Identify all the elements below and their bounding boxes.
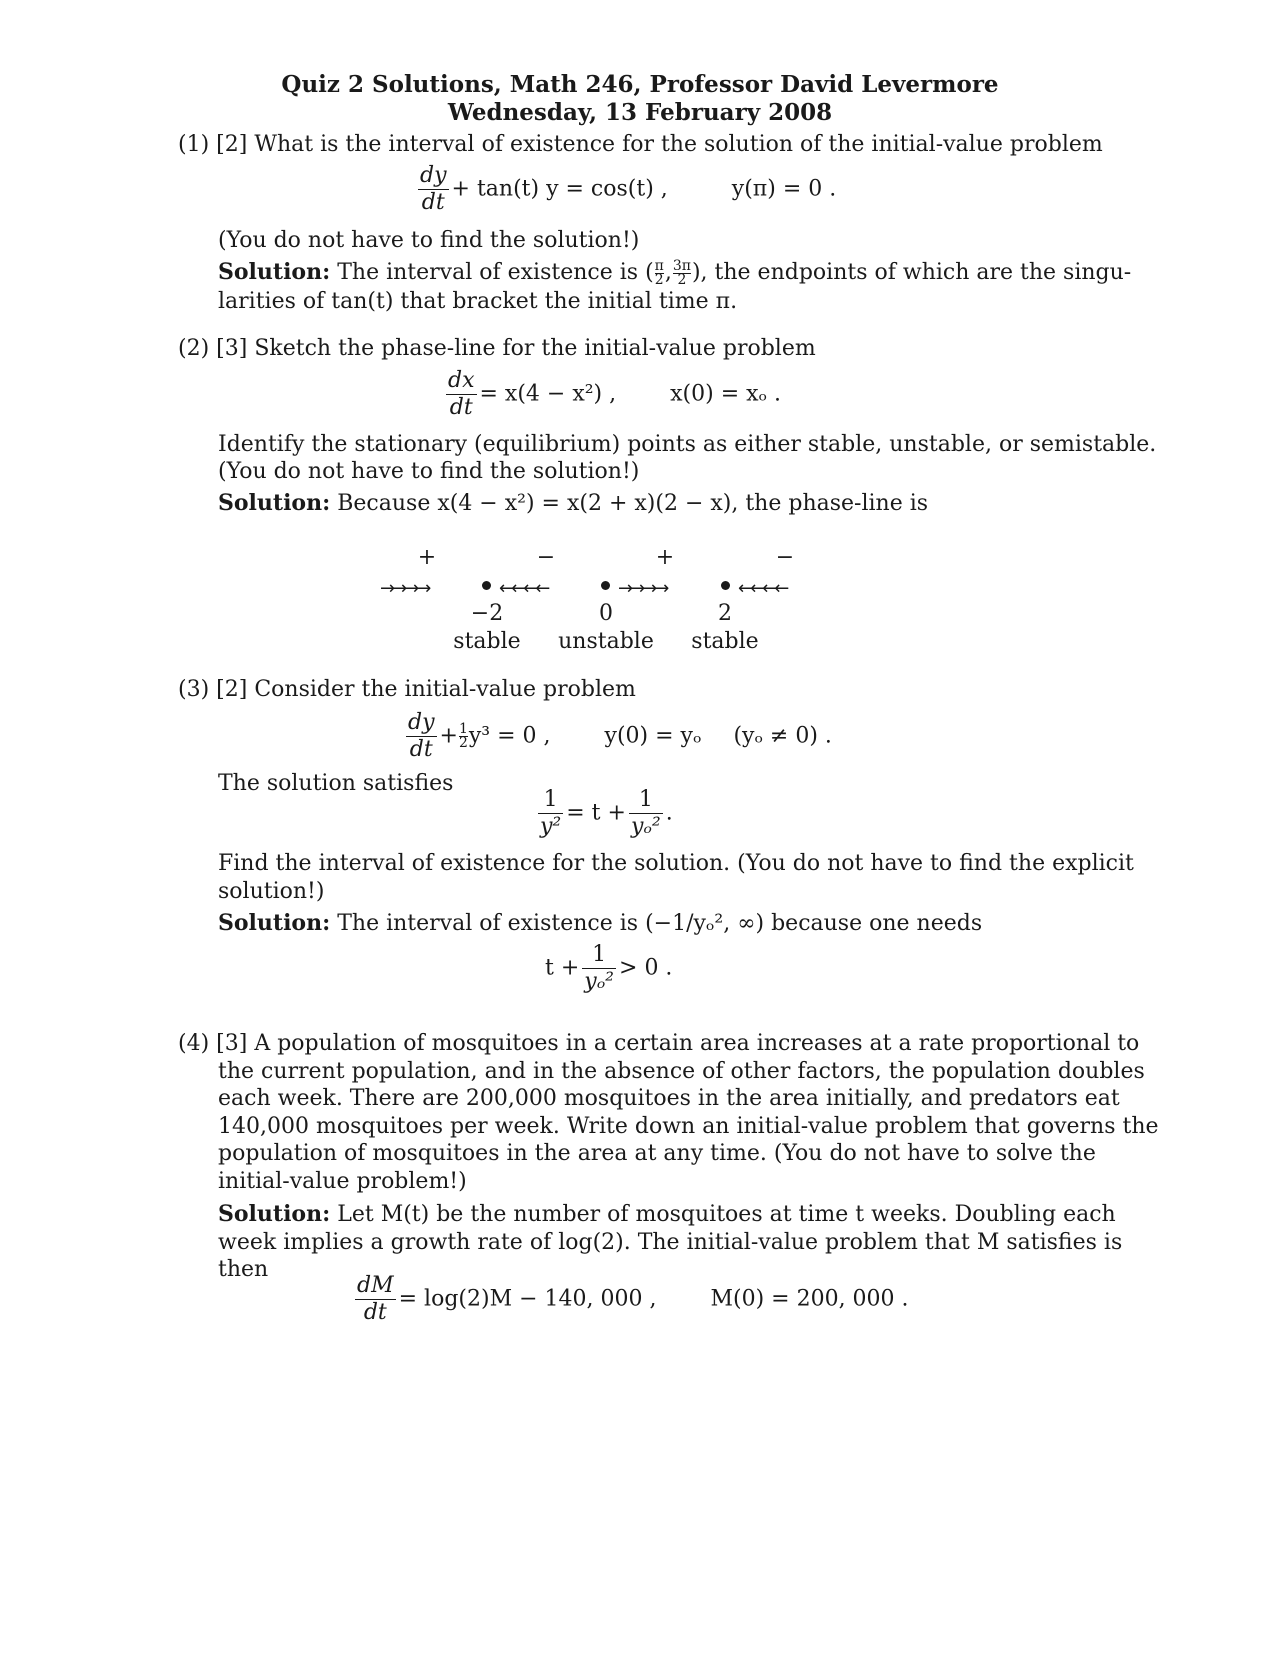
problem-2-prompt: Sketch the phase-line for the initial-value problem bbox=[254, 336, 816, 361]
problem-4-line-2: the current population, and in the absence of other factors, the population doubles bbox=[218, 1059, 1145, 1084]
implicit-lhs: $\frac{1}{\text{y²}}$ bbox=[540, 787, 562, 839]
problem-3-initial-condition: y(0) = yₒ bbox=[604, 723, 702, 749]
problem-2-initial-condition: x(0) = xₒ . bbox=[670, 381, 781, 407]
equilibrium-point-0 bbox=[601, 581, 610, 590]
problem-1-solution: Solution: The interval of existence is ( $\frac{\pi}{2}$ , $\frac{3\pi}{2}$ ), the endpoints of which are the singu- bbox=[218, 257, 1132, 288]
problem-4-header bbox=[178, 1029, 1139, 1058]
problem-2-header bbox=[178, 334, 816, 363]
solution-label: Solution: bbox=[218, 910, 331, 936]
phase-sign-2: − bbox=[536, 545, 556, 570]
problem-3-implicit-solution: $\frac{1}{\text{y²}}$ = t + $\frac{1}{\text{yₒ²}}$ . bbox=[540, 787, 673, 839]
problem-4-derivative: $\frac{dM}{dt}$ bbox=[357, 1273, 394, 1325]
problem-1-prompt: What is the interval of existence for the solution of the initial-value problem bbox=[254, 132, 1103, 157]
solution-label: Solution: bbox=[218, 490, 331, 516]
problem-4-equation bbox=[352, 1273, 909, 1326]
phase-sign-3: + bbox=[655, 545, 675, 570]
coefficient-one-half: $\frac{1}{2}$ bbox=[458, 721, 468, 751]
problem-3-find: Find the interval of existence for the solution. (You do not have to find the explicit bbox=[218, 851, 1134, 876]
problem-1-points: [2] bbox=[216, 132, 248, 157]
problem-3-find-cont: solution!) bbox=[218, 879, 325, 904]
problem-1-derivative: $\frac{dy}{dt}$ bbox=[420, 163, 447, 215]
equilibrium-point-neg2 bbox=[482, 581, 491, 590]
problem-4-line-1: A population of mosquitoes in a certain area increases at a rate proportional to bbox=[254, 1031, 1140, 1056]
equilibrium-value-2: 2 bbox=[718, 601, 732, 626]
problem-4-equation-rhs: = log(2)M − 140, 000 , bbox=[398, 1286, 657, 1312]
equilibrium-value-neg2: −2 bbox=[470, 601, 504, 626]
problem-3-header bbox=[178, 675, 636, 704]
problem-4-line-5: population of mosquitoes in the area at any time. (You do not have to solve the bbox=[218, 1141, 1096, 1166]
stability-label-0: unstable bbox=[558, 629, 654, 654]
problem-2-equation-rhs: = x(4 − x²) , bbox=[479, 381, 617, 407]
problem-4-solution-line-3: then bbox=[218, 1257, 269, 1282]
phase-arrows-right-1: →→→→ bbox=[380, 578, 429, 599]
problem-1-equation bbox=[415, 163, 836, 216]
problem-4-line-6: initial-value problem!) bbox=[218, 1169, 467, 1194]
problem-3-number: (3) bbox=[178, 677, 210, 702]
problem-4-solution-line-2: week implies a growth rate of log(2). The initial-value problem that M satisfies is bbox=[218, 1230, 1123, 1255]
problem-1-initial-condition: y(π) = 0 . bbox=[731, 176, 837, 202]
page-title: Quiz 2 Solutions, Math 246, Professor David Levermore bbox=[281, 71, 999, 98]
problem-3-satisfies: The solution satisfies bbox=[218, 771, 454, 796]
problem-2-note: (You do not have to find the solution!) bbox=[218, 459, 640, 484]
implicit-rhs-fraction: $\frac{1}{\text{yₒ²}}$ bbox=[630, 787, 661, 839]
problem-1-header bbox=[178, 130, 1103, 159]
problem-3-equation: $\frac{dy}{dt}$ + $\frac{1}{2}$ y³ = 0 , y(0) = yₒ (yₒ ≠ 0) . bbox=[408, 710, 832, 762]
equilibrium-value-0: 0 bbox=[599, 601, 613, 626]
problem-2-solution: Solution: Because x(4 − x²) = x(2 + x)(2 − x), the phase-line is bbox=[218, 490, 929, 516]
solution-label: Solution: bbox=[218, 1201, 331, 1227]
interval-upper-bound: $\frac{3\pi}{2}$ bbox=[672, 257, 691, 288]
problem-2-derivative: $\frac{dx}{dt}$ bbox=[448, 368, 475, 420]
problem-3-derivative: $\frac{dy}{dt}$ bbox=[408, 710, 435, 762]
problem-4-points: [3] bbox=[216, 1031, 248, 1056]
solution-label: Solution: bbox=[218, 259, 331, 285]
interval-lower-bound: $\frac{\pi}{2}$ bbox=[654, 257, 664, 288]
problem-2-equation bbox=[443, 368, 781, 421]
stability-label-neg2: stable bbox=[453, 629, 521, 654]
problem-4-line-4: 140,000 mosquitoes per week. Write down an initial-value problem that governs the bbox=[218, 1114, 1159, 1139]
phase-arrows-right-2: →→→→ bbox=[618, 578, 667, 599]
problem-2-number: (2) bbox=[178, 336, 210, 361]
equilibrium-point-2 bbox=[721, 581, 730, 590]
problem-4-solution: Solution: Let M(t) be the number of mosquitoes at time t weeks. Doubling each bbox=[218, 1201, 1116, 1227]
problem-1-solution-cont: larities of tan(t) that bracket the initial time π. bbox=[218, 289, 738, 314]
phase-sign-4: − bbox=[775, 545, 795, 570]
problem-1-equation-rhs: + tan(t) y = cos(t) , bbox=[451, 176, 668, 202]
problem-2-points: [3] bbox=[216, 336, 248, 361]
problem-3-points: [2] bbox=[216, 677, 248, 702]
inequality-fraction: $\frac{1}{\text{yₒ²}}$ bbox=[584, 942, 615, 994]
phase-arrows-left-2: ←←←← bbox=[738, 578, 787, 599]
page-subtitle-date: Wednesday, 13 February 2008 bbox=[447, 99, 833, 126]
stability-label-2: stable bbox=[691, 629, 759, 654]
problem-3-prompt: Consider the initial-value problem bbox=[254, 677, 636, 702]
problem-3-condition-inequality: t + $\frac{1}{\text{yₒ²}}$ > 0 . bbox=[545, 942, 673, 994]
problem-1-note: (You do not have to find the solution!) bbox=[218, 228, 640, 253]
problem-4-initial-condition: M(0) = 200, 000 . bbox=[710, 1286, 909, 1312]
problem-1-number: (1) bbox=[178, 132, 210, 157]
phase-arrows-left-1: ←←←← bbox=[499, 578, 548, 599]
problem-3-solution: Solution: The interval of existence is (−1/yₒ², ∞) because one needs bbox=[218, 910, 983, 936]
problem-4-number: (4) bbox=[178, 1031, 210, 1056]
problem-3-condition: (yₒ ≠ 0) . bbox=[733, 723, 832, 749]
phase-sign-1: + bbox=[417, 545, 437, 570]
problem-4-line-3: each week. There are 200,000 mosquitoes in the area initially, and predators eat bbox=[218, 1086, 1120, 1111]
problem-2-instruction: Identify the stationary (equilibrium) points as either stable, unstable, or semistable. bbox=[218, 432, 1157, 457]
